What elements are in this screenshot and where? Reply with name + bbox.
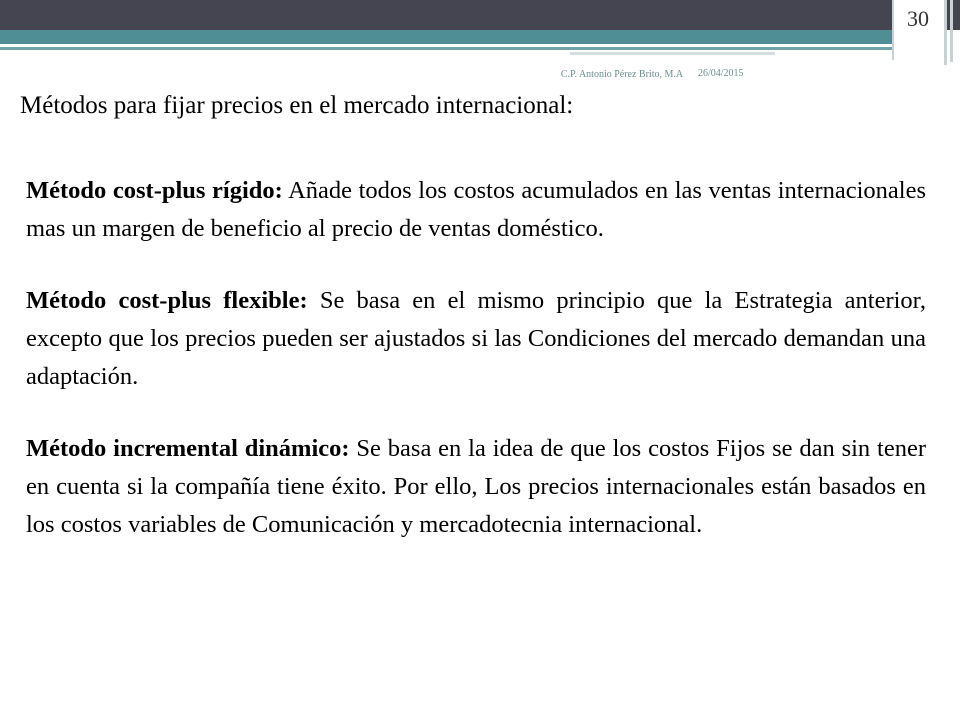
method-text: Añade todos los costos acumulados en las ventas internacionales mas un margen de beneficio al precio de ventas doméstico. [26,177,927,242]
method-heading: Método cost-plus flexible: [26,287,308,314]
method-paragraph [26,282,926,396]
date-label: 26/04/2015 [698,68,744,79]
page-number: 30 [907,6,929,31]
slide-title: Métodos para fijar precios en el mercado internacional: [20,92,574,119]
accent-line [0,47,892,50]
accent-line-short [570,52,775,55]
decor-line [950,0,953,62]
top-bar [0,0,960,30]
method-heading: Método incremental dinámico: [26,435,350,462]
method-paragraph [26,172,926,248]
method-heading: Método cost-plus rígido: [26,177,283,204]
method-text: Se basa en el mismo principio que la Estrategia anterior, excepto que los precios pueden ser ajustados si las Condiciones del mercado demandan una adaptación. [26,287,926,390]
slide-body [26,172,926,578]
decor-line [944,0,947,65]
method-paragraph [26,430,926,544]
method-text: Se basa en la idea de que los costos Fijos se dan sin tener en cuenta si la compañía tiene éxito. Por ello, Los precios internacionales están basados en los costos variables de Comunicación y mercadotecnia internacional. [26,435,926,538]
author-label: C.P. Antonio Pérez Brito, M.A [560,69,684,80]
accent-band [0,30,892,44]
